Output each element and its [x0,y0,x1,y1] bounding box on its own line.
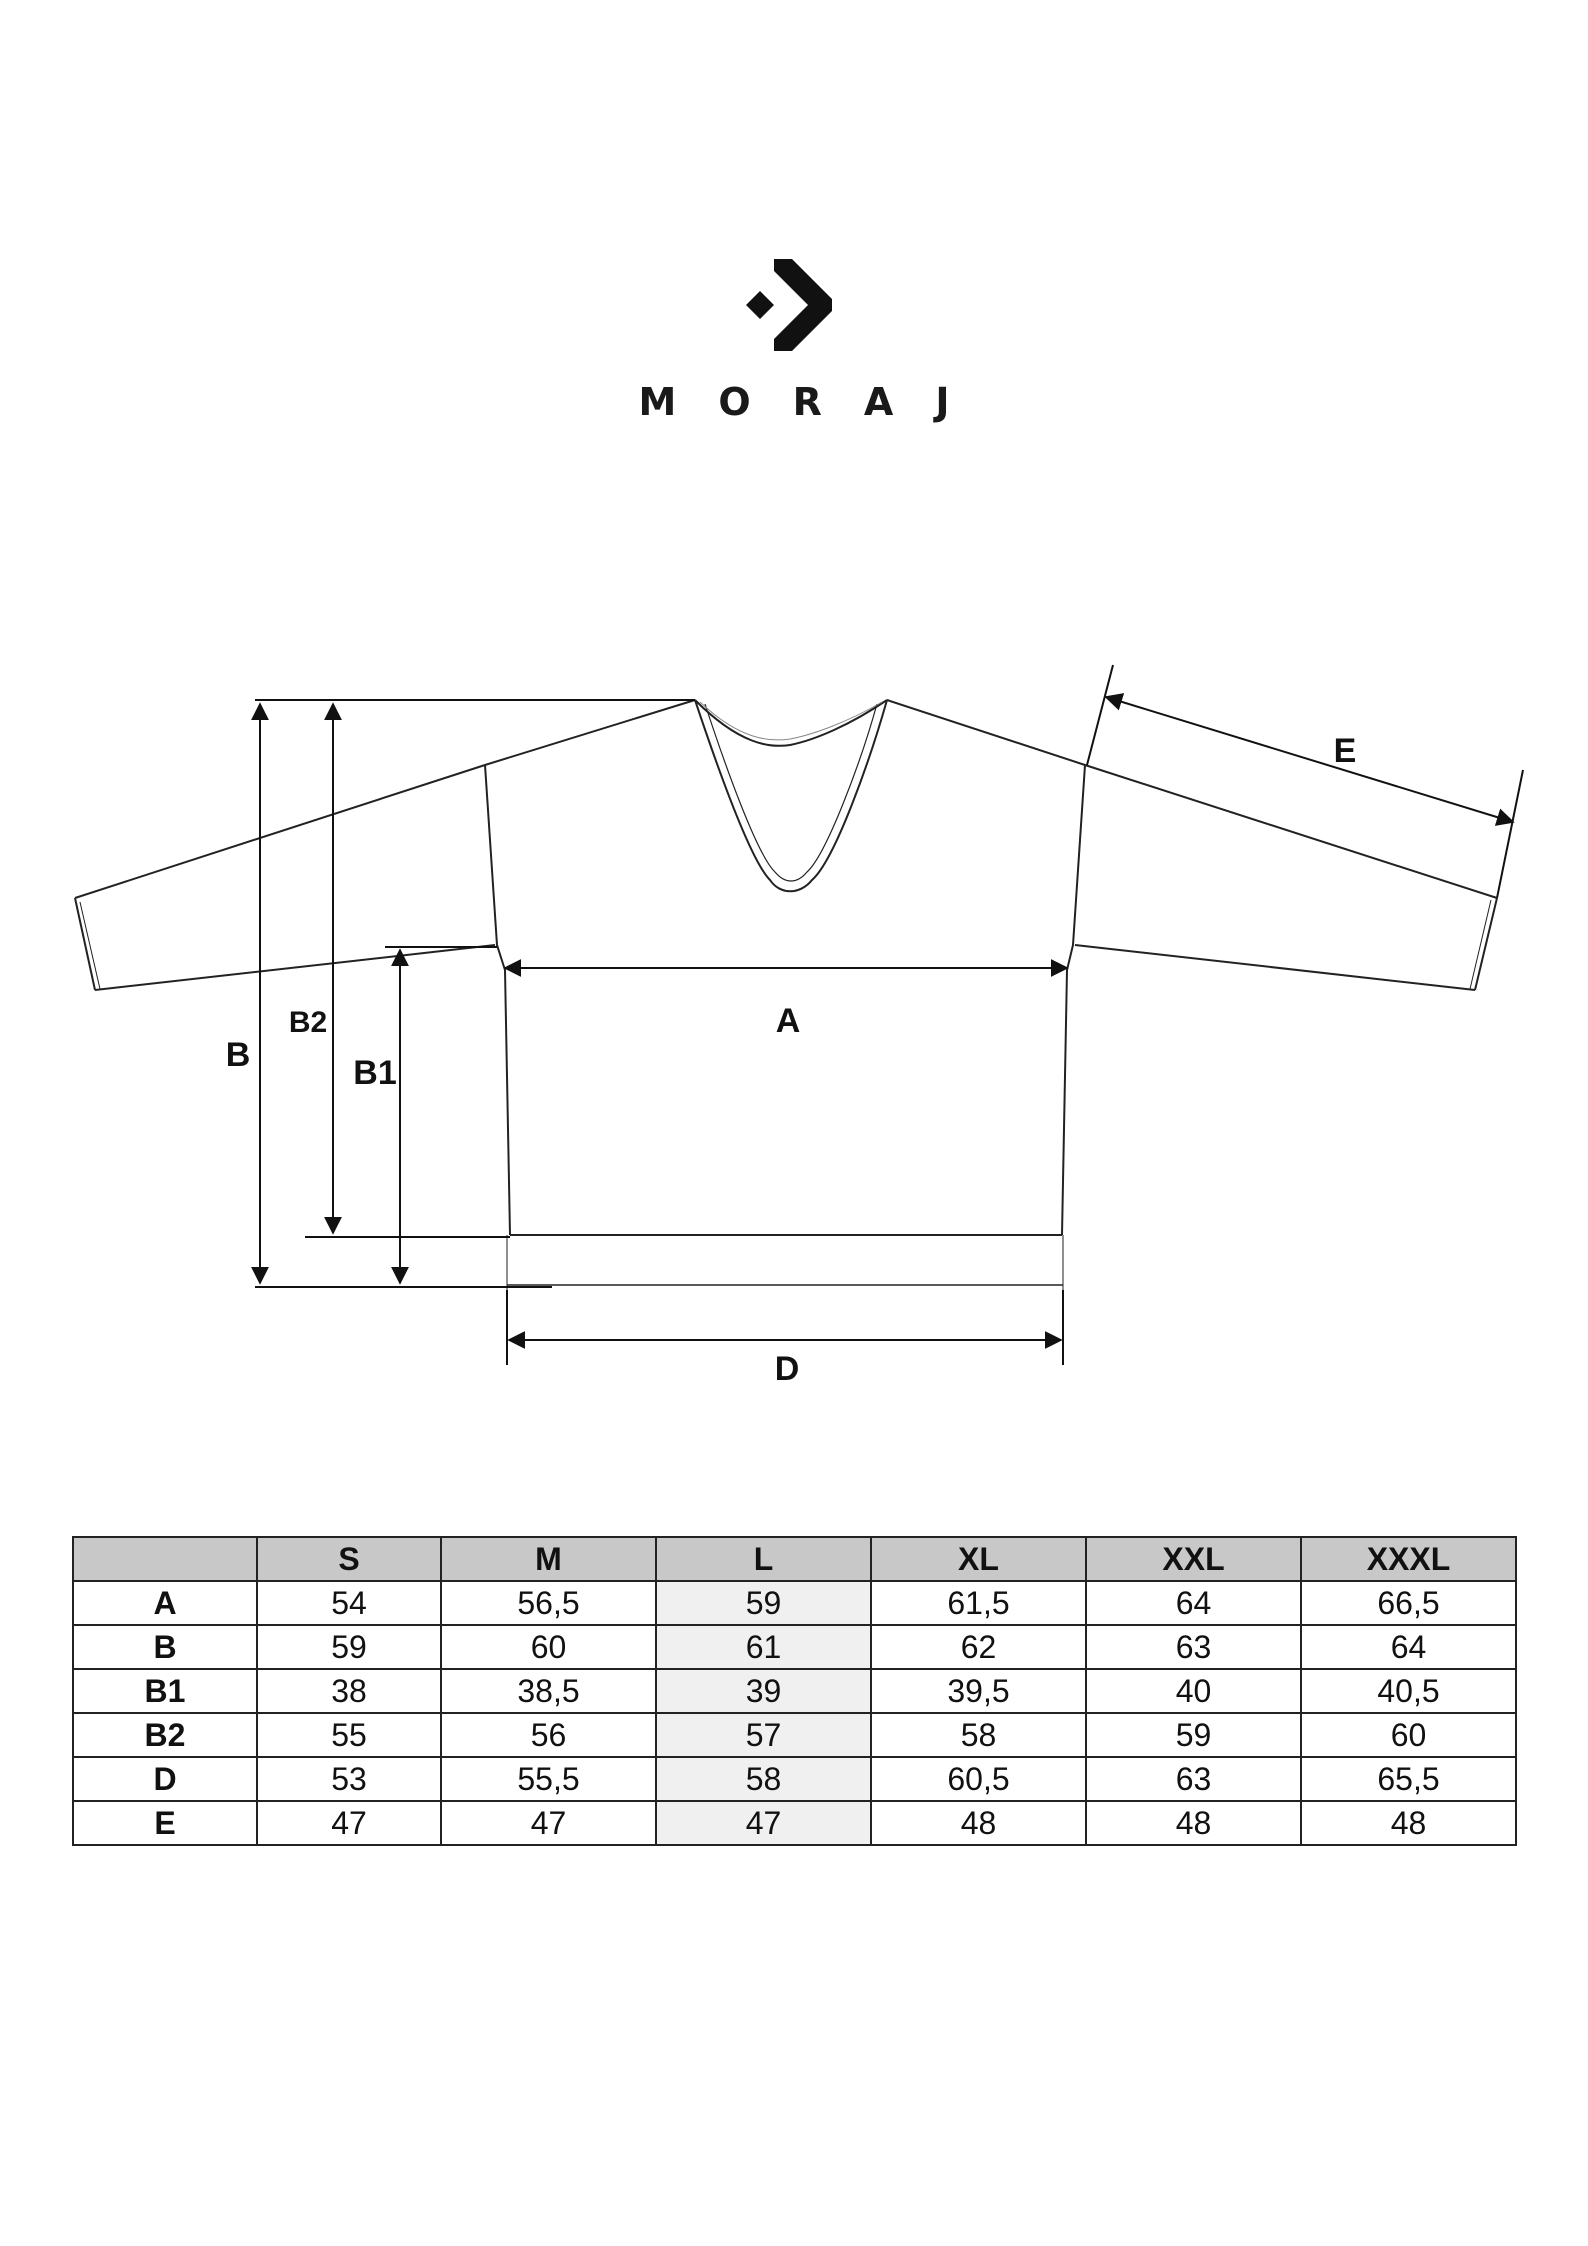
table-cell: 47 [656,1801,871,1845]
table-cell: 54 [257,1581,441,1625]
table-cell: 57 [656,1713,871,1757]
table-row [73,1713,1516,1757]
table-cell: 39,5 [871,1669,1086,1713]
table-cell: 40,5 [1301,1669,1516,1713]
row-label: E [73,1801,257,1845]
header-cell [73,1537,257,1581]
header-cell: L [656,1537,871,1581]
label-e: E [1333,732,1357,770]
table-row [73,1625,1516,1669]
table-cell: 64 [1301,1625,1516,1669]
table-cell: 63 [1086,1757,1301,1801]
table-cell: 56 [441,1713,656,1757]
header-cell: XXL [1086,1537,1301,1581]
table-cell: 64 [1086,1581,1301,1625]
table-row [73,1757,1516,1801]
table-cell: 65,5 [1301,1757,1516,1801]
sweater-outline [75,700,1497,1290]
table-cell: 59 [656,1581,871,1625]
table-cell: 61,5 [871,1581,1086,1625]
label-b2: B2 [288,1006,328,1039]
table-cell: 60 [1301,1713,1516,1757]
table-cell: 39 [656,1669,871,1713]
header-cell: M [441,1537,656,1581]
brand-name: MORAJ [638,380,992,424]
table-cell: 58 [656,1757,871,1801]
table-row [73,1669,1516,1713]
row-label: A [73,1581,257,1625]
table-cell: 48 [1301,1801,1516,1845]
row-label: B1 [73,1669,257,1713]
table-cell: 48 [871,1801,1086,1845]
table-cell: 38,5 [441,1669,656,1713]
table-cell: 47 [257,1801,441,1845]
table-cell: 60 [441,1625,656,1669]
table-cell: 56,5 [441,1581,656,1625]
table-row [73,1581,1516,1625]
table-cell: 59 [257,1625,441,1669]
table-header-row [73,1537,1516,1581]
measure-line-e [1106,697,1513,822]
header-cell: S [257,1537,441,1581]
header-cell: XXXL [1301,1537,1516,1581]
size-table [72,1536,1517,1846]
table-cell: 62 [871,1625,1086,1669]
table-cell: 55 [257,1713,441,1757]
table-cell: 66,5 [1301,1581,1516,1625]
table-row [73,1801,1516,1845]
table-cell: 60,5 [871,1757,1086,1801]
table-cell: 47 [441,1801,656,1845]
table-cell: 48 [1086,1801,1301,1845]
table-cell: 63 [1086,1625,1301,1669]
table-cell: 61 [656,1625,871,1669]
table-cell: 53 [257,1757,441,1801]
table-cell: 59 [1086,1713,1301,1757]
header-cell: XL [871,1537,1086,1581]
label-a: A [775,1002,801,1040]
measurement-lines [255,665,1523,1365]
label-b: B [225,1036,251,1074]
table-cell: 38 [257,1669,441,1713]
table-cell: 40 [1086,1669,1301,1713]
label-d: D [774,1350,800,1388]
table-cell: 58 [871,1713,1086,1757]
row-label: B2 [73,1713,257,1757]
label-b1: B1 [353,1054,397,1092]
row-label: B [73,1625,257,1669]
table-cell: 55,5 [441,1757,656,1801]
row-label: D [73,1757,257,1801]
